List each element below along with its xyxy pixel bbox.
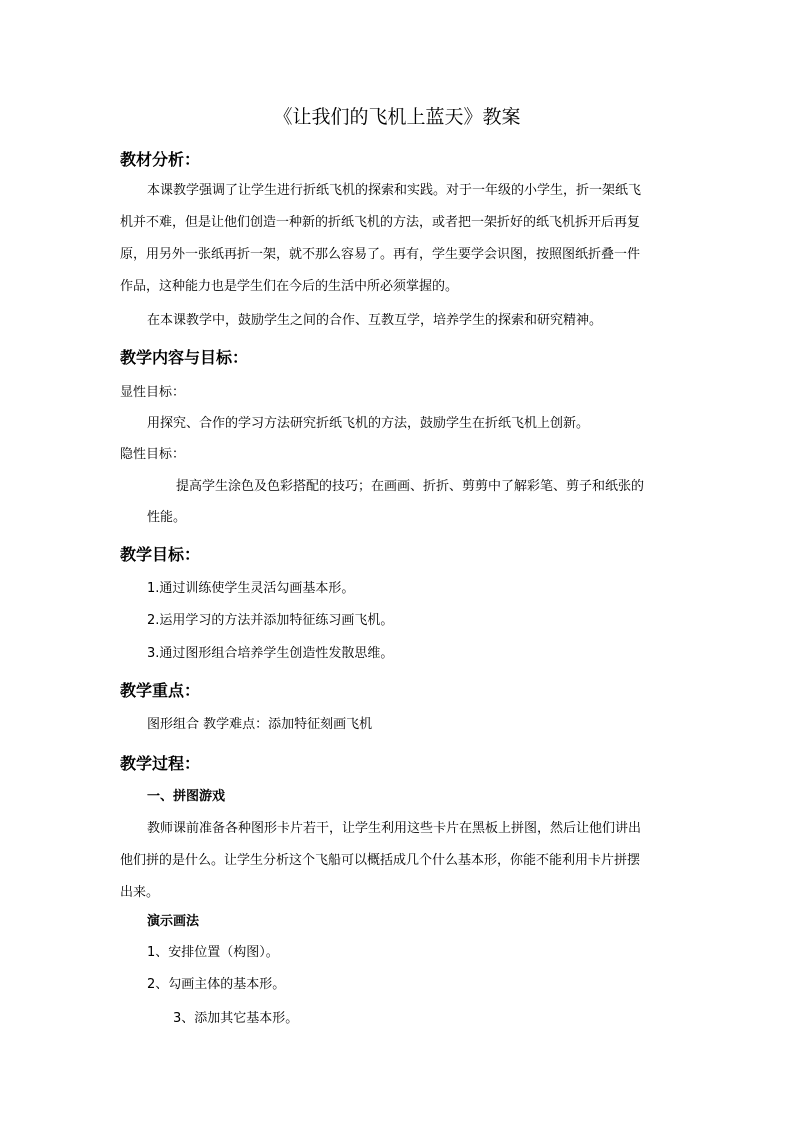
subheading-demo-drawing: 演示画法 [147,914,200,929]
subheading-puzzle-game: 一、拼图游戏 [147,789,226,804]
document-title: 《让我们的飞机上蓝天》教案 [273,106,521,128]
paragraph-line: 他们拼的是什么。让学生分析这个飞船可以概括成几个什么基本形，你能不能利用卡片拼摆 [120,853,641,868]
heading-material-analysis: 教材分析： [120,150,201,169]
step-item: 2、勾画主体的基本形。 [147,977,286,992]
paragraph-line: 机并不难，但是让他们创造一种新的折纸飞机的方法，或者把一架折好的纸飞机拆开后再复 [120,215,641,230]
goal-item: 3.通过图形组合培养学生创造性发散思维。 [147,646,394,661]
key-points-text: 图形组合 教学难点：添加特征刻画飞机 [147,717,373,732]
implicit-goal-text: 提高学生涂色及色彩搭配的技巧；在画画、折折、剪剪中了解彩笔、剪子和纸张的 [176,479,645,494]
implicit-goal-text: 性能。 [147,510,187,525]
heading-teaching-process: 教学过程： [120,754,201,773]
goal-item: 2.运用学习的方法并添加特征练习画飞机。 [147,613,394,628]
paragraph-line: 作品，这种能力也是学生们在今后的生活中所必须掌握的。 [120,279,459,294]
paragraph-line: 本课教学强调了让学生进行折纸飞机的探索和实践。对于一年级的小学生，折一架纸飞 [147,183,642,198]
explicit-goal-text: 用探究、合作的学习方法研究折纸飞机的方法，鼓励学生在折纸飞机上创新。 [147,416,590,431]
explicit-goal-label: 显性目标： [120,385,186,400]
paragraph-line: 出来。 [120,885,160,900]
heading-key-points: 教学重点： [120,681,201,700]
implicit-goal-label: 隐性目标： [120,447,186,462]
goal-item: 1.通过训练使学生灵活勾画基本形。 [147,581,355,596]
paragraph-line: 原，用另外一张纸再折一架，就不那么容易了。再有，学生要学会识图，按照图纸折叠一件 [120,247,641,262]
heading-content-goals: 教学内容与目标： [120,348,249,367]
step-item: 1、安排位置（构图）。 [147,945,279,960]
paragraph-line: 在本课教学中，鼓励学生之间的合作、互教互学，培养学生的探索和研究精神。 [147,313,603,328]
step-item: 3、添加其它基本形。 [173,1011,299,1026]
heading-teaching-goals: 教学目标： [120,545,201,564]
paragraph-line: 教师课前准备各种图形卡片若干，让学生利用这些卡片在黑板上拼图，然后让他们讲出 [147,821,642,836]
